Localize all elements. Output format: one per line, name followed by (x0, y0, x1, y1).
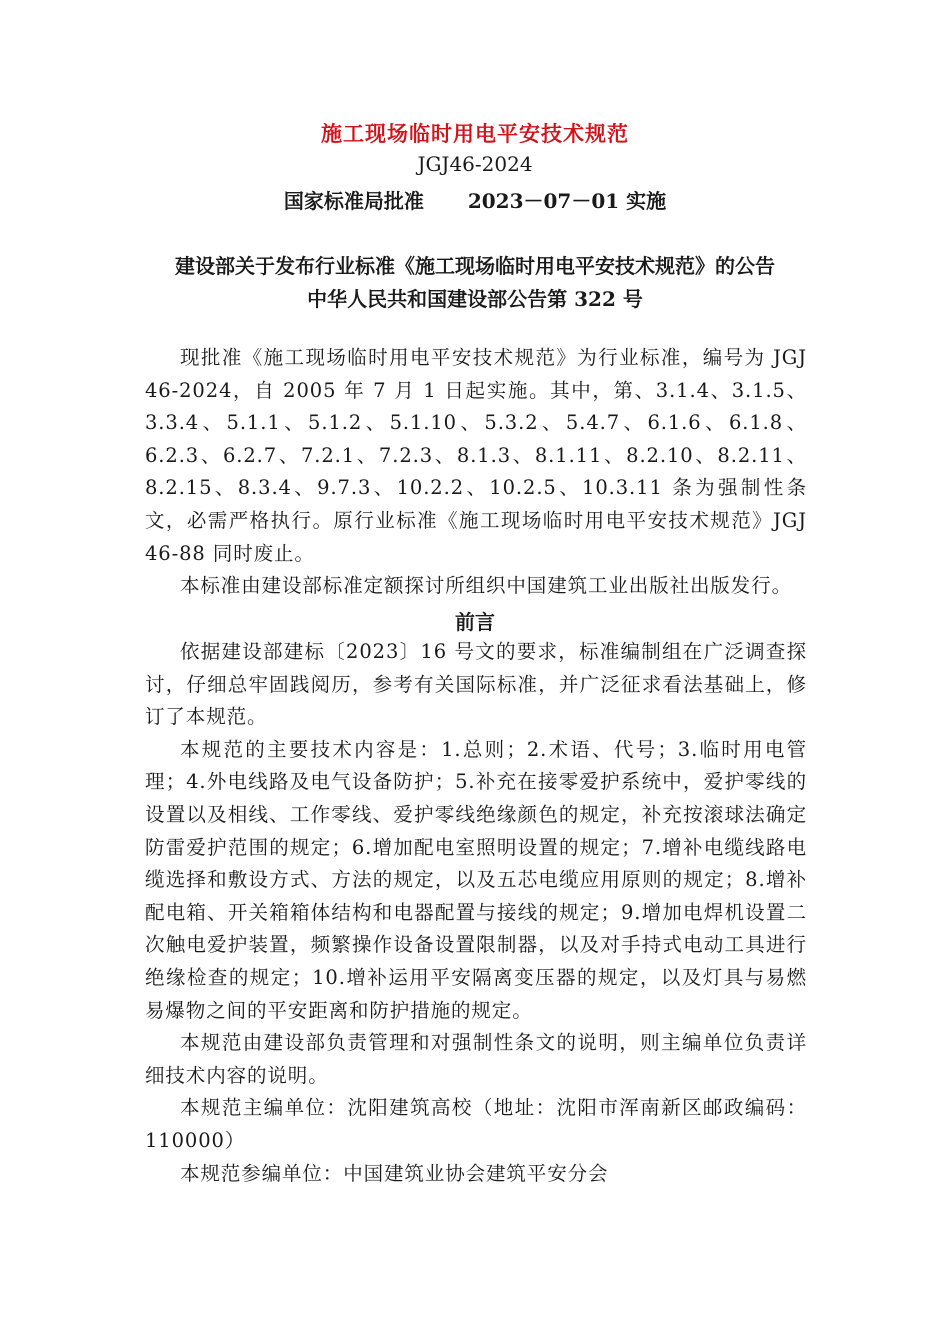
foreword-paragraph: 本规范参编单位：中国建筑业协会建筑平安分会 (180, 1161, 609, 1185)
announcement-paragraph: 本标准由建设部标准定额探讨所组织中国建筑工业出版社出版发行。 (180, 574, 793, 598)
document-title: 施工现场临时用电平安技术规范 (321, 121, 629, 146)
standard-code: JGJ46-2024 (417, 152, 533, 176)
announcement-paragraph: 现批准《施工现场临时用电平安技术规范》为行业标准，编号为 JGJ 46-2024，自 2005 年 7 月 1 日起实施。其中，第、3.1.4、3.1.5、3.3.4、5.1.1、5.1.2、5.1.10、5.3.2、5.4.7、6.1.6、6.1.8、6.2.3、6.2.7、7.2.1、7.2.3、8.1.3、8.1.11、8.2.10、8.2.11、8.2.15、8.3.4、9.7.3、10.2.2、10.2.5、10.3.11 条为强制性条文，必需严格执行。原行业标准《施工现场临时用电平安技术规范》JGJ 46-88 同时废止。 (145, 346, 807, 565)
foreword-paragraph: 依据建设部建标〔2023〕16 号文的要求，标准编制组在广泛调查探讨，仔细总牢固践阅历，参考有关国际标准，并广泛征求看法基础上，修订了本规范。 (145, 640, 807, 729)
announcement-body (145, 342, 807, 603)
foreword-paragraph: 本规范的主要技术内容是：1.总则；2.术语、代号；3.临时用电管理；4.外电线路及电气设备防护；5.补充在接零爱护系统中，爱护零线的设置以及相线、工作零线、爱护零线绝缘颜色的规定，补充按滚球法确定防雷爱护范围的规定；6.增加配电室照明设置的规定；7.增补电缆线路电缆选择和敷设方式、方法的规定，以及五芯电缆应用原则的规定；8.增补配电箱、开关箱箱体结构和电器配置与接线的规定；9.增加电焊机设置二次触电爱护装置，频繁操作设备设置限制器，以及对手持式电动工具进行绝缘检查的规定；10.增补运用平安隔离变压器的规定，以及灯具与易燃易爆物之间的平安距离和防护措施的规定。 (145, 737, 807, 1022)
foreword-body (145, 636, 807, 1190)
foreword-paragraph: 本规范主编单位：沈阳建筑高校（地址：沈阳市浑南新区邮政编码：110000） (145, 1096, 807, 1152)
notice-title: 建设部关于发布行业标准《施工现场临时用电平安技术规范》的公告 (175, 254, 775, 278)
foreword-paragraph: 本规范由建设部负责管理和对强制性条文的说明，则主编单位负责详细技术内容的说明。 (145, 1031, 807, 1087)
approval-line (0, 185, 950, 214)
approval-authority: 国家标准局批准 (283, 189, 424, 213)
effective-date: 2023－07－01 实施 (467, 189, 667, 213)
foreword-title: 前言 (455, 610, 495, 634)
notice-subtitle: 中华人民共和国建设部公告第 322 号 (307, 287, 643, 311)
